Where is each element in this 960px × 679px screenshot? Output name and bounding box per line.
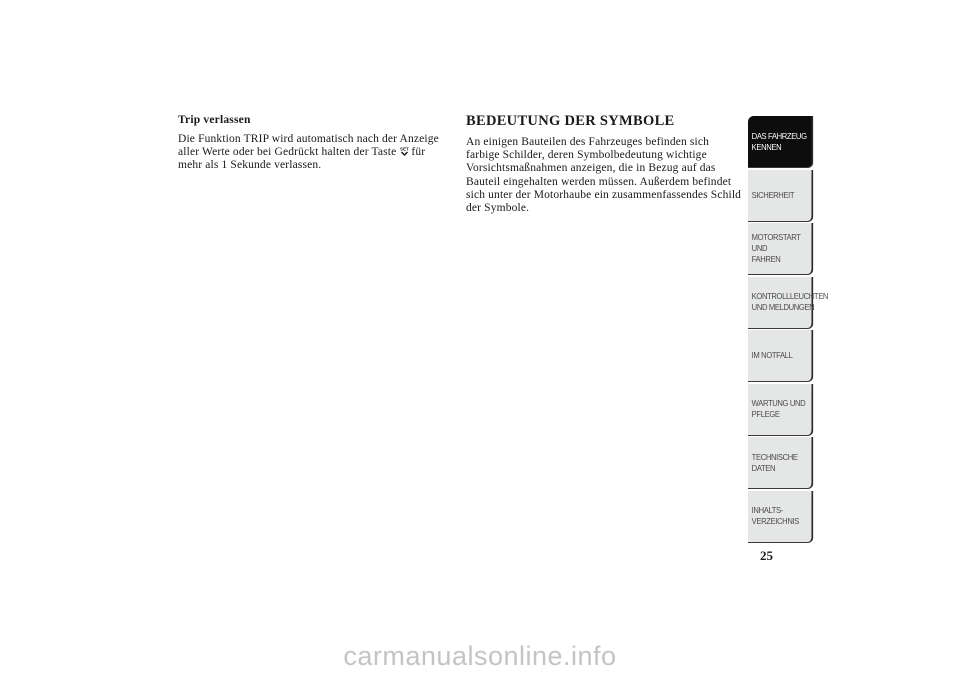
trip-exit-paragraph <box>178 133 446 173</box>
tab-sicherheit[interactable]: SICHERHEIT <box>748 170 813 222</box>
tab-kontrollleuchten-und-meldungen[interactable]: KONTROLLLEUCHTEN UND MELDUNGEN <box>748 277 813 329</box>
trip-exit-heading: Trip verlassen <box>178 114 251 126</box>
tab-das-fahrzeug-kennen[interactable]: DAS FAHRZEUG KENNEN <box>748 116 813 168</box>
page-number: 25 <box>760 548 773 563</box>
svg-text:SET: SET <box>400 146 410 152</box>
trip-exit-section <box>178 114 446 173</box>
symbol-meaning-paragraph: An einigen Bauteilen des Fahrzeuges befinden sich farbige Schilder, deren Symbolbedeutung wichtige Vorsichtsmaßnahmen anzeigen, die in Bezug auf das Bauteil eingehalten werden müssen. Außerdem befindet sich unter der Motorhaube ein zusammenfassendes Schild der Symbole. <box>466 136 742 215</box>
chapter-tabs <box>748 116 829 544</box>
tab-motorstart-und-fahren[interactable]: MOTORSTART UND FAHREN <box>748 223 813 275</box>
set-button-icon <box>400 146 409 157</box>
tab-technische-daten[interactable]: TECHNISCHE DATEN <box>748 437 813 489</box>
tab-wartung-und-pflege[interactable]: WARTUNG UND PFLEGE <box>748 384 813 436</box>
watermark: carmanualsonline.info <box>343 641 617 671</box>
tab-inhaltsverzeichnis[interactable]: INHALTS- VERZEICHNIS <box>748 491 813 543</box>
trip-exit-text-part1: Die Funktion TRIP wird automatisch nach der Anzeige aller Werte oder bei Gedrückt halten der Taste <box>178 133 439 159</box>
tab-im-notfall[interactable]: IM NOTFALL <box>748 330 813 382</box>
symbol-meaning-section <box>466 113 742 215</box>
section-title: BEDEUTUNG DER SYMBOLE <box>466 113 675 129</box>
trip-exit-text-part2: für mehr als 1 Sekunde verlassen. <box>178 146 426 172</box>
